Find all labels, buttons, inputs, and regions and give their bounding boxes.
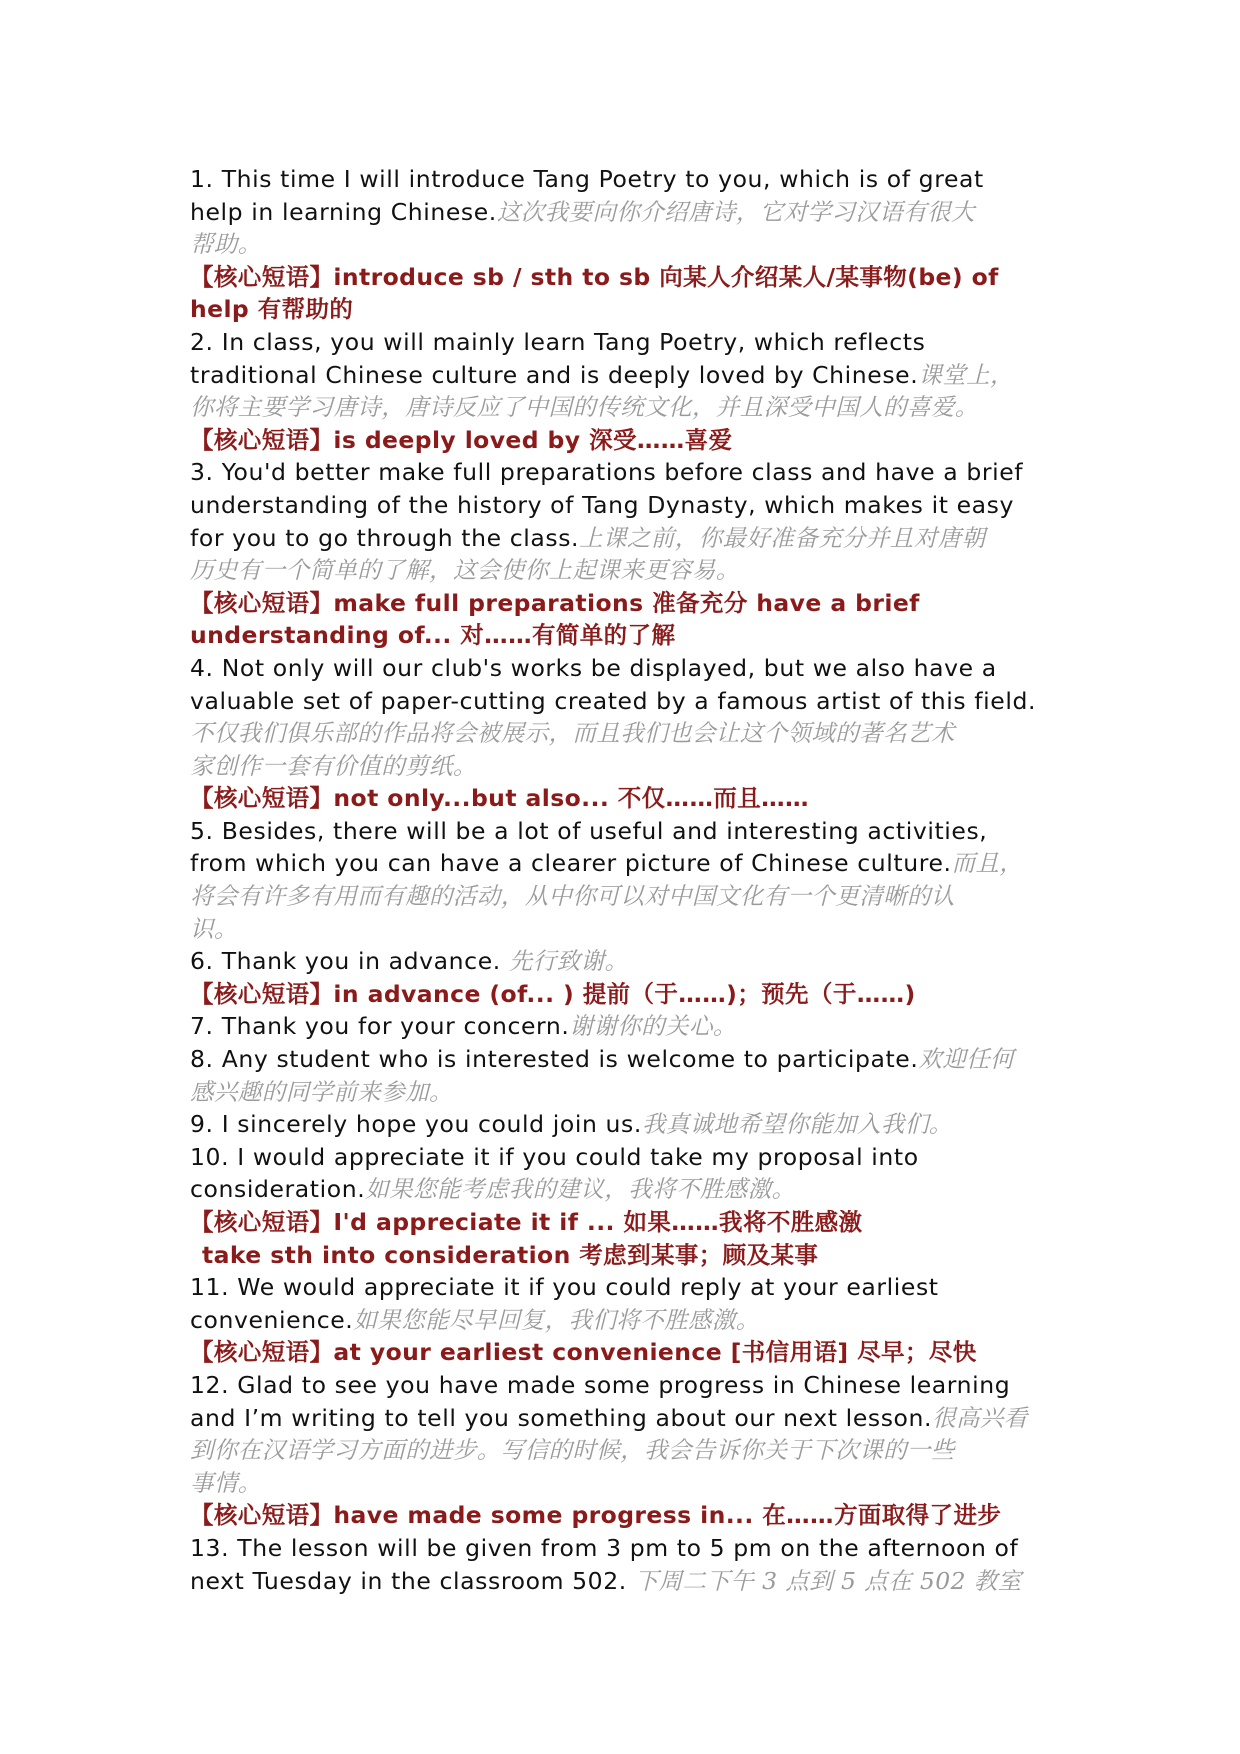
key-phrase-line [190, 1499, 1060, 1532]
english-sentence: for you to go through the class. [190, 523, 580, 552]
chinese-translation: 上课之前，你最好准备充分并且对唐朝 [579, 523, 986, 552]
text-line [190, 1304, 1060, 1337]
chinese-translation: 很高兴看 [932, 1403, 1028, 1432]
key-phrase-line [190, 261, 1060, 294]
text-line [190, 815, 1060, 848]
text-line [190, 456, 1060, 489]
text-line [190, 685, 1060, 718]
chinese-translation: 到你在汉语学习方面的进步。写信的时候，我会告诉你关于下次课的一些 [190, 1436, 955, 1465]
text-line [190, 1076, 1060, 1109]
key-phrase-line [190, 1336, 1060, 1369]
text-line [190, 1173, 1060, 1206]
key-phrase: understanding of... 对……有简单的了解 [190, 621, 676, 650]
chinese-translation: 你将主要学习唐诗，唐诗反应了中国的传统文化，并且深受中国人的喜爱。 [190, 393, 979, 422]
chinese-translation: 不仅我们俱乐部的作品将会被展示，而且我们也会让这个领域的著名艺术 [190, 719, 955, 748]
english-sentence: and I’m writing to tell you something about our next lesson. [190, 1403, 933, 1432]
text-line [190, 1565, 1060, 1598]
text-line [190, 554, 1060, 587]
chinese-translation: 课堂上， [918, 360, 1014, 389]
english-sentence: 12. Glad to see you have made some progress in Chinese learning [190, 1370, 1011, 1399]
text-line [190, 750, 1060, 783]
chinese-translation: 帮助。 [190, 230, 262, 259]
text-line [190, 1141, 1060, 1174]
english-sentence: 8. Any student who is interested is welcome to participate. [190, 1045, 919, 1074]
key-phrase-line [190, 293, 1060, 326]
english-sentence: 6. Thank you in advance. [190, 947, 509, 976]
chinese-translation: 历史有一个简单的了解，这会使你上起课来更容易。 [190, 556, 740, 585]
english-sentence: traditional Chinese culture and is deeply loved by Chinese. [190, 360, 919, 389]
key-phrase-line [190, 424, 1060, 457]
text-line [190, 847, 1060, 880]
text-line [190, 489, 1060, 522]
english-sentence: 11. We would appreciate it if you could reply at your earliest [190, 1273, 939, 1302]
key-phrase: 【核心短语】introduce sb / sth to sb 向某人介绍某人/某事物(be) of [190, 262, 999, 291]
document-body [190, 163, 1060, 1597]
chinese-translation: 而且， [951, 849, 1024, 878]
chinese-translation: 识。 [190, 914, 238, 943]
chinese-translation: 家创作一套有价值的剪纸。 [190, 751, 477, 780]
text-line [190, 945, 1060, 978]
chinese-translation: 欢迎任何 [918, 1045, 1015, 1074]
text-line [190, 1532, 1060, 1565]
key-phrase-line [190, 978, 1060, 1011]
text-line [190, 359, 1060, 392]
text-line [190, 880, 1060, 913]
chinese-translation: 我真诚地希望你能加入我们。 [641, 1110, 953, 1139]
text-line [190, 228, 1060, 261]
text-line [190, 196, 1060, 229]
key-phrase: 【核心短语】at your earliest convenience [书信用语] 尽早；尽快 [190, 1338, 977, 1367]
english-sentence: 13. The lesson will be given from 3 pm to 5 pm on the afternoon of [190, 1533, 1019, 1562]
chinese-translation: 下周二下午 3 点到 5 点在 502 教室 [626, 1566, 1022, 1595]
key-phrase: 【核心短语】have made some progress in... 在……方面取得了进步 [190, 1501, 1002, 1530]
text-line [190, 1010, 1060, 1043]
english-sentence: convenience. [190, 1305, 354, 1334]
key-phrase-line [190, 782, 1060, 815]
english-sentence: 5. Besides, there will be a lot of useful and interesting activities, [190, 816, 988, 845]
key-phrase-line [190, 1206, 1060, 1239]
english-sentence: help in learning Chinese. [190, 197, 497, 226]
chinese-translation: 事情。 [190, 1468, 262, 1497]
chinese-translation: 感兴趣的同学前来参加。 [190, 1077, 453, 1106]
english-sentence: from which you can have a clearer picture of Chinese culture. [190, 849, 952, 878]
key-phrase: help 有帮助的 [190, 295, 354, 324]
text-line [190, 522, 1060, 555]
text-line [190, 163, 1060, 196]
key-phrase: 【核心短语】I'd appreciate it if ... 如果……我将不胜感激 [190, 1208, 863, 1236]
english-sentence: consideration. [190, 1175, 366, 1204]
text-line [190, 1271, 1060, 1304]
text-line [190, 913, 1060, 946]
text-line [190, 717, 1060, 750]
english-sentence: 3. You'd better make full preparations before class and have a brief [190, 458, 1024, 487]
chinese-translation: 将会有许多有用而有趣的活动，从中你可以对中国文化有一个更清晰的认 [190, 882, 955, 911]
text-line [190, 652, 1060, 685]
english-sentence: 9. I sincerely hope you could join us. [190, 1110, 642, 1139]
key-phrase-line [190, 619, 1060, 652]
key-phrase: 【核心短语】in advance (of... ) 提前（于……)；预先（于……) [190, 979, 916, 1008]
english-sentence: 4. Not only will our club's works be displayed, but we also have a [190, 653, 997, 682]
chinese-translation: 这次我要向你介绍唐诗，它对学习汉语有很大 [496, 197, 975, 226]
chinese-translation: 如果您能尽早回复，我们将不胜感激。 [353, 1305, 760, 1334]
key-phrase: 【核心短语】make full preparations 准备充分 have a brief [190, 588, 920, 617]
english-sentence: 2. In class, you will mainly learn Tang Poetry, which reflects [190, 327, 926, 356]
text-line [190, 1402, 1060, 1435]
key-phrase: 【核心短语】is deeply loved by 深受……喜爱 [190, 425, 733, 454]
chinese-translation: 谢谢你的关心。 [569, 1012, 737, 1041]
text-line [190, 391, 1060, 424]
key-phrase-line [190, 587, 1060, 620]
text-line [190, 1369, 1060, 1402]
english-sentence: understanding of the history of Tang Dynasty, which makes it easy [190, 490, 1015, 519]
text-line [190, 1467, 1060, 1500]
english-sentence: next Tuesday in the classroom 502. [190, 1566, 627, 1595]
key-phrase: take sth into consideration 考虑到某事；顾及某事 [202, 1240, 819, 1269]
key-phrase-line [190, 1239, 1060, 1272]
text-line [190, 1108, 1060, 1141]
english-sentence: 10. I would appreciate it if you could take my proposal into [190, 1142, 919, 1171]
english-sentence: 1. This time I will introduce Tang Poetry to you, which is of great [190, 165, 984, 193]
text-line [190, 1043, 1060, 1076]
english-sentence: valuable set of paper-cutting created by a famous artist of this field. [190, 686, 1037, 715]
text-line [190, 326, 1060, 359]
chinese-translation: 如果您能考虑我的建议，我将不胜感激。 [365, 1175, 796, 1204]
text-line [190, 1434, 1060, 1467]
chinese-translation: 先行致谢。 [508, 947, 629, 976]
english-sentence: 7. Thank you for your concern. [190, 1012, 570, 1041]
key-phrase: 【核心短语】not only...but also... 不仅……而且…… [190, 784, 809, 813]
